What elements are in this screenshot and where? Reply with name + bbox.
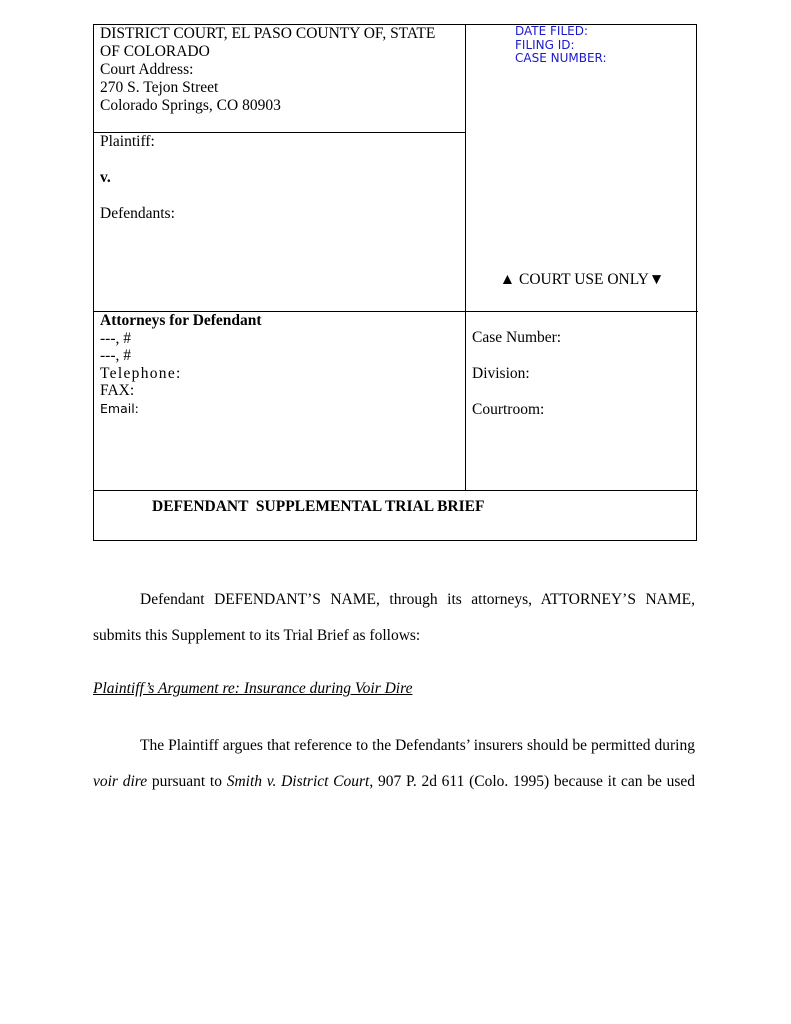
paragraph-line-1: The Plaintiff argues that reference to the Defendants’ insurers should be permitted during xyxy=(140,737,695,754)
case-caption-table xyxy=(93,24,697,541)
court-line: DISTRICT COURT, EL PASO COUNTY OF, STATE xyxy=(100,25,436,42)
voir-dire-term: voir dire xyxy=(93,773,148,790)
date-filed-label: DATE FILED: xyxy=(515,24,589,38)
caption-divider-vertical xyxy=(465,25,466,490)
parties-info xyxy=(100,133,460,223)
court-street: 270 S. Tejon Street xyxy=(100,79,219,96)
court-city: Colorado Springs, CO 80903 xyxy=(100,97,281,114)
case-info xyxy=(472,329,561,437)
section-heading xyxy=(93,680,695,698)
telephone-label: Telephone: xyxy=(100,364,182,382)
attorneys-heading: Attorneys for Defendant xyxy=(100,312,262,329)
case-citation: Smith v. District Court xyxy=(226,773,370,790)
attorney-info xyxy=(100,312,460,417)
court-address-label: Court Address: xyxy=(100,61,194,78)
case-number-label: Case Number: xyxy=(472,329,562,346)
paragraph-text: pursuant to xyxy=(147,773,227,790)
email-label: Email: xyxy=(100,400,139,416)
versus-label: v. xyxy=(100,169,111,186)
plaintiff-label: Plaintiff: xyxy=(100,133,155,150)
intro-line-1: Defendant DEFENDANT’S NAME, through its attorneys, ATTORNEY’S NAME, xyxy=(140,591,695,608)
division-label: Division: xyxy=(472,365,530,382)
caption-divider-attorneys xyxy=(94,490,698,491)
filing-id-label: FILING ID: xyxy=(515,37,575,52)
filing-stamp xyxy=(515,25,607,66)
paragraph-line-2 xyxy=(93,773,695,791)
courtroom-label: Courtroom: xyxy=(472,401,545,418)
court-line: OF COLORADO xyxy=(100,43,210,60)
court-info xyxy=(100,25,460,115)
paragraph-text: , 907 P. 2d 611 (Colo. 1995) because it can be used xyxy=(369,773,695,790)
fax-label: FAX: xyxy=(100,382,135,399)
attorney-line: ---, # xyxy=(100,329,131,347)
section-heading-text: Plaintiff’s Argument re: Insurance during Voir Dire xyxy=(93,680,413,697)
case-number-stamp-label: CASE NUMBER: xyxy=(515,51,607,65)
defendants-label: Defendants: xyxy=(100,205,175,222)
intro-line-2: submits this Supplement to its Trial Brief as follows: xyxy=(93,627,421,644)
document-title: DEFENDANT SUPPLEMENTAL TRIAL BRIEF xyxy=(152,498,485,515)
court-use-only: ▲ COURT USE ONLY▼ xyxy=(499,271,665,288)
attorney-line: ---, # xyxy=(100,347,131,364)
